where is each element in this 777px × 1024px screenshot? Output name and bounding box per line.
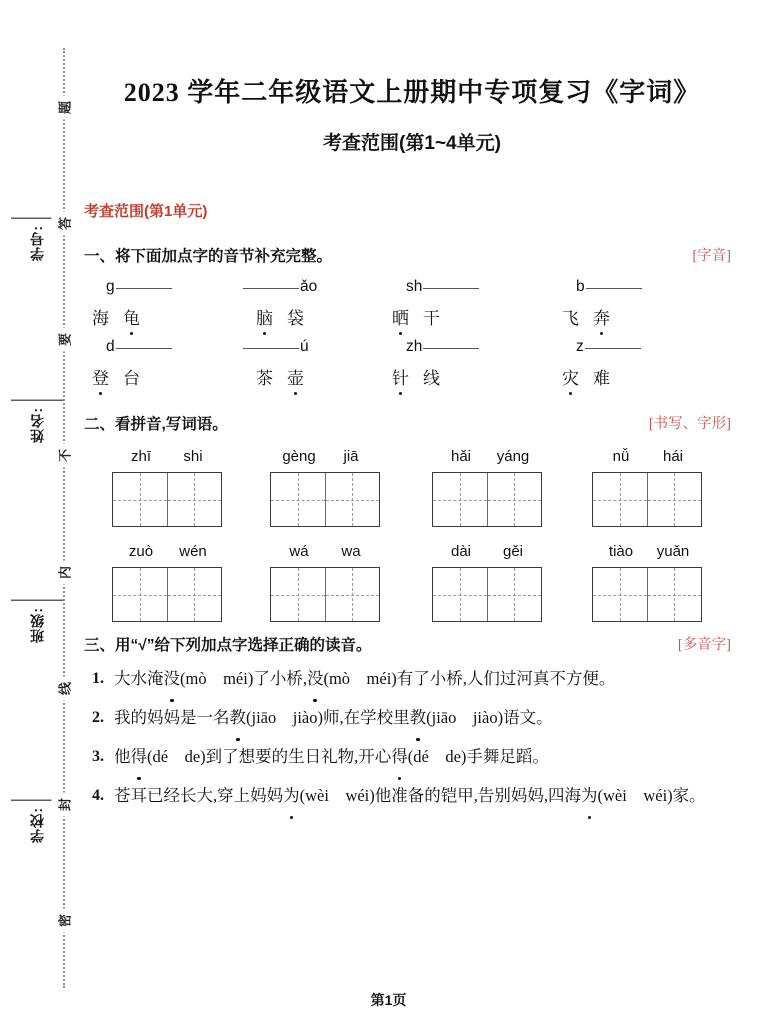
pinyin-fill-item[interactable] xyxy=(392,338,552,394)
writing-grid-row xyxy=(92,543,740,638)
sentence-text: 我的妈妈是一名 xyxy=(114,708,230,727)
exercise-1-row xyxy=(92,278,740,338)
sentence-text: (jiāo jiào)语文。 xyxy=(426,708,553,727)
tianzige-box[interactable] xyxy=(112,567,222,622)
question-number: 3. xyxy=(92,748,104,765)
unit-scope-banner: 考查范围(第1单元) xyxy=(84,203,208,220)
pinyin-prefix: z xyxy=(576,338,584,355)
exercise-1-heading: 一、将下面加点字的音节补充完整。 xyxy=(84,248,333,265)
seal-char: 不 xyxy=(52,444,77,468)
duoyinzi-question[interactable] xyxy=(92,701,742,734)
exercise-2-heading: 二、看拼音,写词语。 xyxy=(84,416,228,433)
write-word-item[interactable] xyxy=(572,543,722,622)
word-characters xyxy=(92,364,252,394)
seal-char: 要 xyxy=(52,328,77,352)
pinyin-suffix: ú xyxy=(300,338,309,355)
pinyin-prompt xyxy=(92,448,242,472)
page-footer: 第1页 xyxy=(370,992,407,1008)
character: 海 xyxy=(92,309,109,328)
dotted-character: 奔 xyxy=(593,304,610,329)
dotted-character: 针 xyxy=(392,364,409,389)
pinyin-prompt xyxy=(412,448,562,472)
answer-blank[interactable] xyxy=(243,348,299,349)
pinyin-blank-line[interactable] xyxy=(92,278,252,304)
sentence-text: (dé de)手舞足蹈。 xyxy=(407,747,549,766)
dotted-character: 登 xyxy=(92,364,109,389)
sentence-text: (jiāo jiào)师,在学校里 xyxy=(246,708,410,727)
tianzige-box[interactable] xyxy=(270,472,380,527)
word-characters xyxy=(92,304,252,334)
character: 干 xyxy=(423,309,440,328)
pinyin-syllable: gèng xyxy=(282,448,316,465)
character: 难 xyxy=(593,369,610,388)
tianzige-cell[interactable] xyxy=(271,568,325,621)
seal-char: 答 xyxy=(52,212,77,236)
write-word-item[interactable] xyxy=(92,448,242,527)
tianzige-cell[interactable] xyxy=(433,473,487,526)
pinyin-syllable: wén xyxy=(179,543,207,560)
pinyin-blank-line[interactable] xyxy=(242,278,402,304)
word-characters xyxy=(392,364,552,394)
seal-label-text: 学号: xyxy=(29,225,45,261)
sentence-text: (wèi wéi)家。 xyxy=(597,786,706,805)
pinyin-fill-item[interactable] xyxy=(92,338,252,394)
dotted-character: 龟 xyxy=(123,304,140,329)
pinyin-prefix: sh xyxy=(406,278,423,295)
tianzige-cell[interactable] xyxy=(593,568,647,621)
pinyin-prompt xyxy=(412,543,562,567)
exercise-1-body xyxy=(92,278,740,398)
dotted-character: 为 xyxy=(283,779,300,812)
word-characters xyxy=(242,304,402,334)
sentence-text: (mò méi)有了小桥,人们过河真不方便。 xyxy=(323,669,616,688)
write-word-item[interactable] xyxy=(412,543,562,622)
write-word-item[interactable] xyxy=(250,448,400,527)
tianzige-cell[interactable] xyxy=(433,568,487,621)
dotted-character: 教 xyxy=(230,701,247,734)
answer-blank[interactable] xyxy=(116,288,172,289)
sentence-text: 他 xyxy=(114,747,131,766)
tianzige-cell[interactable] xyxy=(113,568,167,621)
exercise-1-tag: [字音] xyxy=(692,248,731,264)
tianzige-box[interactable] xyxy=(592,472,702,527)
seal-char: 题 xyxy=(52,96,77,120)
pinyin-blank-line[interactable] xyxy=(562,338,722,364)
duoyinzi-question[interactable] xyxy=(92,779,742,812)
dotted-character: 没 xyxy=(164,662,181,695)
pinyin-prompt xyxy=(250,543,400,567)
duoyinzi-question[interactable] xyxy=(92,662,742,695)
exercise-2-tag: [书写、字形] xyxy=(648,416,731,432)
pinyin-prefix: b xyxy=(576,278,585,295)
answer-blank[interactable] xyxy=(116,348,172,349)
answer-blank[interactable] xyxy=(423,348,479,349)
sentence-text: (dé de)到了想要的生日礼物,开心 xyxy=(147,747,392,766)
answer-blank[interactable] xyxy=(586,288,642,289)
dotted-character: 得 xyxy=(131,740,148,773)
tianzige-box[interactable] xyxy=(432,472,542,527)
dotted-character: 晒 xyxy=(392,304,409,329)
write-word-item[interactable] xyxy=(412,448,562,527)
dotted-character: 灾 xyxy=(562,364,579,389)
pinyin-fill-item[interactable] xyxy=(242,338,402,394)
pinyin-blank-line[interactable] xyxy=(242,338,402,364)
pinyin-blank-line[interactable] xyxy=(92,338,252,364)
pinyin-blank-line[interactable] xyxy=(562,278,722,304)
tianzige-cell[interactable] xyxy=(647,473,702,526)
writing-grid-row xyxy=(92,448,740,543)
character: 线 xyxy=(423,369,440,388)
pinyin-prefix: zh xyxy=(406,338,423,355)
tianzige-box[interactable] xyxy=(592,567,702,622)
word-characters xyxy=(242,364,402,394)
answer-blank[interactable] xyxy=(585,348,641,349)
word-characters xyxy=(562,304,722,334)
exercise-3-heading: 三、用“√”给下列加点字选择正确的读音。 xyxy=(84,637,372,654)
pinyin-fill-item[interactable] xyxy=(92,278,252,334)
character: 台 xyxy=(123,369,140,388)
pinyin-syllable: nǚ xyxy=(612,448,630,465)
pinyin-syllable: zhī xyxy=(130,448,151,465)
tianzige-cell[interactable] xyxy=(647,568,702,621)
page-title: 2023 学年二年级语文上册期中专项复习《字词》 xyxy=(123,78,701,107)
sentence-text: 大水淹 xyxy=(114,669,164,688)
sealing-phrase-chars xyxy=(52,55,76,985)
pinyin-syllable: wa xyxy=(341,543,361,560)
sealing-margin xyxy=(0,0,92,1024)
pinyin-syllable: hǎi xyxy=(450,448,472,465)
seal-char: 内 xyxy=(52,561,77,585)
pinyin-syllable: zuò xyxy=(128,543,154,560)
tianzige-box[interactable] xyxy=(112,472,222,527)
seal-label-3 xyxy=(0,800,92,843)
pinyin-prompt xyxy=(92,543,242,567)
exercise-1-row xyxy=(92,338,740,398)
write-word-item[interactable] xyxy=(92,543,242,622)
tianzige-cell[interactable] xyxy=(487,568,542,621)
pinyin-prefix: d xyxy=(106,338,115,355)
question-number: 2. xyxy=(92,709,104,726)
pinyin-syllable: yáng xyxy=(496,448,530,465)
answer-blank[interactable] xyxy=(243,288,299,289)
pinyin-fill-item[interactable] xyxy=(392,278,552,334)
seal-label-text: 班级: xyxy=(29,607,45,643)
seal-label-text: 学校: xyxy=(29,807,45,843)
pinyin-prefix: g xyxy=(106,278,115,295)
write-word-item[interactable] xyxy=(572,448,722,527)
seal-label-1 xyxy=(0,400,92,443)
pinyin-prompt xyxy=(572,543,722,567)
tianzige-cell[interactable] xyxy=(325,568,380,621)
pinyin-syllable: yuǎn xyxy=(656,543,690,560)
pinyin-syllable: dài xyxy=(450,543,472,560)
sentence-text: (wèi wéi)他准备的铠甲,告别妈妈,四海 xyxy=(299,786,582,805)
page-subtitle: 考查范围(第1~4单元) xyxy=(323,133,501,154)
character: 袋 xyxy=(287,309,304,328)
tianzige-cell[interactable] xyxy=(113,473,167,526)
pinyin-prompt xyxy=(250,448,400,472)
sentence-text: 苍耳已经长大,穿上妈妈 xyxy=(114,786,284,805)
pinyin-syllable: hái xyxy=(662,448,684,465)
character: 茶 xyxy=(256,369,273,388)
seal-char: 密 xyxy=(52,909,77,933)
seal-label-2 xyxy=(0,600,92,643)
tianzige-cell[interactable] xyxy=(325,473,380,526)
seal-label-0 xyxy=(0,218,92,261)
dotted-character: 教 xyxy=(410,701,427,734)
question-number: 4. xyxy=(92,787,104,804)
pinyin-syllable: shi xyxy=(183,448,203,465)
answer-blank[interactable] xyxy=(423,288,479,289)
exercise-2-body xyxy=(92,448,740,638)
dotted-character: 为 xyxy=(581,779,598,812)
question-number: 1. xyxy=(92,670,104,687)
pinyin-fill-item[interactable] xyxy=(562,278,722,334)
tianzige-box[interactable] xyxy=(432,567,542,622)
pinyin-blank-line[interactable] xyxy=(392,278,552,304)
write-word-item[interactable] xyxy=(250,543,400,622)
dotted-character: 没 xyxy=(307,662,324,695)
tianzige-cell[interactable] xyxy=(593,473,647,526)
tianzige-cell[interactable] xyxy=(167,568,222,621)
tianzige-box[interactable] xyxy=(270,567,380,622)
pinyin-syllable: wá xyxy=(289,543,309,560)
pinyin-syllable: jiā xyxy=(343,448,359,465)
sentence-text: (mò méi)了小桥, xyxy=(180,669,307,688)
character: 飞 xyxy=(562,309,579,328)
dotted-character: 脑 xyxy=(256,304,273,329)
tianzige-cell[interactable] xyxy=(487,473,542,526)
seal-label-text: 姓名: xyxy=(29,407,45,443)
dotted-character: 得 xyxy=(391,740,408,773)
pinyin-fill-item[interactable] xyxy=(562,338,722,394)
pinyin-syllable: tiào xyxy=(608,543,634,560)
pinyin-prompt xyxy=(572,448,722,472)
dotted-character: 壶 xyxy=(287,364,304,389)
tianzige-cell[interactable] xyxy=(167,473,222,526)
seal-char: 线 xyxy=(52,677,77,701)
pinyin-blank-line[interactable] xyxy=(392,338,552,364)
exercise-3-body xyxy=(92,662,742,818)
word-characters xyxy=(562,364,722,394)
exercise-3-tag: [多音字] xyxy=(677,637,731,653)
sealing-margin-labels xyxy=(14,0,48,1024)
pinyin-fill-item[interactable] xyxy=(242,278,402,334)
pinyin-suffix: ǎo xyxy=(300,278,318,295)
seal-char: 封 xyxy=(52,793,77,817)
tianzige-cell[interactable] xyxy=(271,473,325,526)
pinyin-syllable: gěi xyxy=(502,543,524,560)
duoyinzi-question[interactable] xyxy=(92,740,742,773)
word-characters xyxy=(392,304,552,334)
